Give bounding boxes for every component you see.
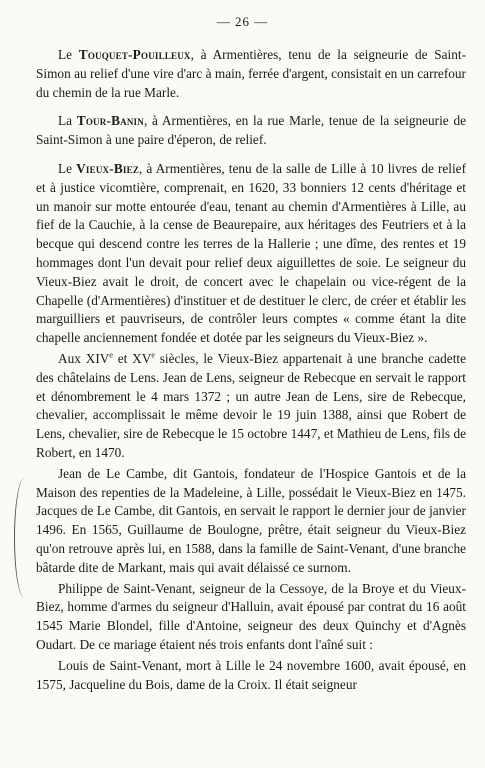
paragraph-body: , à Armentières, tenu de la seigneurie de Saint-Simon au relief d'une vire d'arc à main, ferrée d'argent, consistait en un carrefour du chemin de la rue Marle. — [36, 47, 466, 100]
paragraph-le-cambe — [36, 465, 466, 578]
superscript: e — [109, 350, 113, 360]
superscript: e — [151, 350, 155, 360]
paragraph-body: siècles, le Vieux-Biez appartenait à une branche cadette des châtelains de Lens. Jean de Lens, seigneur de Rebecque en servait le rapport et dénombrement le 4 mars 1372 ; un autre Jean de Lens, sire de Rebecque, chevalier, accomplissait le même devoir le 19 juin 1388, ainsi que Robert de Lens, chevalier, sire de Rebecque le 15 octobre 1447, et Mathieu de Lens, fils de Robert, en 1470. — [36, 350, 466, 460]
paragraph-louis-saint-venant — [36, 657, 466, 695]
paragraph-intro: Aux XIV — [58, 350, 110, 366]
paragraph-branche-cadette — [36, 350, 466, 463]
page-number: — 26 — — [216, 14, 269, 29]
paragraph-body: , à Armentières, tenu de la salle de Lille à 10 livres de relief et à justice vicomtière, comprenait, en 1620, 33 bonniers 12 cents d'héritage et un manoir sur motte entourée d'eau, tenant au chemin d'Armentières à Lille, au fief de la Cauchie, à la cense de Beaurepaire, aux héritages des Feutriers et à la becque qui descend contre les terres de la Hallerie ; une dîme, des rentes et 19 hommages dont l'un devait pour relief deux aiguillettes de soie. Le seigneur du Vieux-Biez avait le droit, de concert avec le chapelain ou vice-régent de la Chapelle (d'Armentières) d'instituer et de destituer le clerc, de créer et établir les marguilliers et pauvriseurs, de contrôler leurs comptes « comme étant la dite chapelle anciennement fondée et dotée par les seigneurs du Vieux-Biez ». — [36, 160, 466, 346]
lead-term: Vieux-Biez — [76, 160, 140, 176]
paragraph-philippe-saint-venant — [36, 580, 466, 655]
paragraph-touquet-pouilleux: Le Touquet-Pouilleux, à Armentières, tenu de la seigneurie de Saint-Simon au relief d'une vire d'arc à main, ferrée d'argent, consistait en un carrefour du chemin de la rue Marle. — [36, 47, 466, 100]
lead-term: Tour-Banin — [76, 113, 144, 129]
paragraph-body: Philippe de Saint-Venant, seigneur de la Cessoye, de la Broye et du Vieux-Biez, homme d'armes du seigneur d'Halluin, avait épousé par contrat du 16 août 1545 Marie Blondel, fille d'Antoine, seigneur des deux Quinchy et d'Agnès Oudart. De ce mariage étaient nés trois enfants dont l'aîné suit : — [36, 580, 466, 652]
margin-bracket-mark — [14, 478, 35, 598]
lead-term: Touquet-Pouilleux — [78, 47, 191, 62]
paragraph-body: Louis de Saint-Venant, mort à Lille le 24 novembre 1600, avait épousé, en 1575, Jacqueline du Bois, dame de la Croix. Il était seigneur — [36, 657, 466, 692]
paragraph-body: Jean de Le Cambe, dit Gantois, fondateur de l'Hospice Gantois et de la Maison des repenties de la Madeleine, à Lille, possédait le Vieux-Biez en 1475. Jacques de Le Cambe, dit Gantois, en servait le rapport le dernier jour de janvier 1496. En 1565, Guillaume de Boulogne, prêtre, était seigneur du Vieux-Biez qu'on retrouve après lui, en 1588, dans la famille de Saint-Venant, d'une branche bâtarde dite de Markant, mais qui avait délaissé ce surnom. — [36, 465, 466, 575]
paragraph-tour-banin: La Tour-Banin, à Armentières, en la rue Marle, tenue de la seigneurie de Saint-Simon à une paire d'éperon, de relief. — [36, 113, 466, 148]
paragraph-mid: et XV — [112, 350, 152, 366]
paragraph-body: , à Armentières, en la rue Marle, tenue de la seigneurie de Saint-Simon à une paire d'éperon, de relief. — [36, 113, 466, 148]
body-text — [36, 46, 466, 696]
paragraph-vieux-biez: Le Vieux-Biez, à Armentières, tenu de la salle de Lille à 10 livres de relief et à justice vicomtière, comprenait, en 1620, 33 bonniers 12 cents d'héritage et un manoir sur motte entourée d'eau, tenant au chemin d'Armentières à Lille, au fief de la Cauchie, à la cense de Beaurepaire, aux héritages des Feutriers et à la becque qui descend contre les terres de la Hallerie ; une dîme, des rentes et 19 hommages dont l'un devait pour relief deux aiguillettes de soie. Le seigneur du Vieux-Biez avait le droit, de concert avec le chapelain ou vice-régent de la Chapelle (d'Armentières) d'instituer et de destituer le clerc, de créer et établir les marguilliers et pauvriseurs, de contrôler leurs comptes « comme étant la dite chapelle anciennement fondée et dotée par les seigneurs du Vieux-Biez ». — [36, 160, 466, 346]
